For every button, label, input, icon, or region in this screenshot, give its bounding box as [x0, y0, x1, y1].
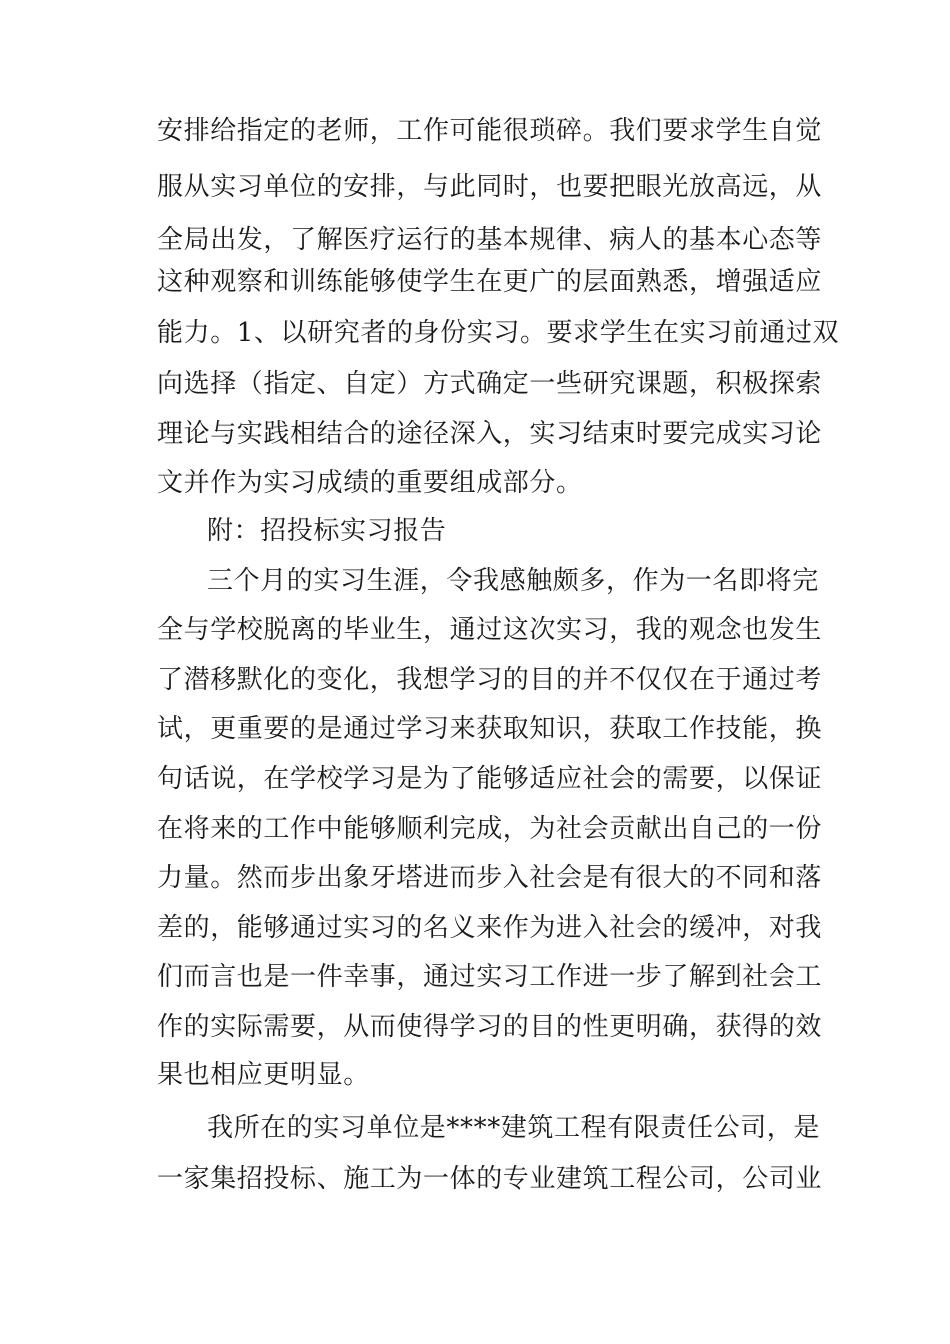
text-line: 句话说，在学校学习是为了能够适应社会的需要，以保证 [157, 764, 823, 794]
text-line: 差的，能够通过实习的名义来作为进入社会的缓冲，对我 [157, 913, 823, 943]
text-line: 果也相应更明显。 [157, 1060, 370, 1090]
text-line: 文并作为实习成绩的重要组成部分。 [157, 468, 583, 498]
text-line: 全局出发，了解医疗运行的基本规律、病人的基本心态等 [157, 225, 823, 255]
text-line: 试，更重要的是通过学习来获取知识，获取工作技能，换 [157, 714, 823, 744]
text-line: 向选择（指定、自定）方式确定一些研究课题，积极探索 [157, 369, 823, 399]
text-line: 在将来的工作中能够顺利完成，为社会贡献出自己的一份 [157, 814, 823, 844]
text-line: 能力。1、以研究者的身份实习。要求学生在实习前通过双 [157, 318, 840, 348]
text-line: 一家集招投标、施工为一体的专业建筑工程公司，公司业 [157, 1164, 823, 1194]
text-line: 们而言也是一件幸事，通过实习工作进一步了解到社会工 [157, 962, 823, 992]
text-line: 服从实习单位的安排，与此同时，也要把眼光放高远，从 [157, 172, 823, 202]
text-line: 三个月的实习生涯，令我感触颇多，作为一名即将完 [207, 566, 819, 596]
text-line: 我所在的实习单位是****建筑工程有限责任公司，是 [207, 1113, 821, 1143]
appendix-heading: 附：招投标实习报告 [207, 516, 447, 546]
text-line: 了潜移默化的变化，我想学习的目的并不仅仅在于通过考 [157, 665, 823, 695]
text-line: 作的实际需要，从而使得学习的目的性更明确，获得的效 [157, 1012, 823, 1042]
text-line: 安排给指定的老师，工作可能很琐碎。我们要求学生自觉 [157, 116, 823, 146]
text-line: 理论与实践相结合的途径深入，实习结束时要完成实习论 [157, 419, 823, 449]
text-line: 力量。然而步出象牙塔进而步入社会是有很大的不同和落 [157, 863, 823, 893]
text-line: 全与学校脱离的毕业生，通过这次实习，我的观念也发生 [157, 615, 823, 645]
text-line: 这种观察和训练能够使学生在更广的层面熟悉，增强适应 [157, 267, 823, 297]
